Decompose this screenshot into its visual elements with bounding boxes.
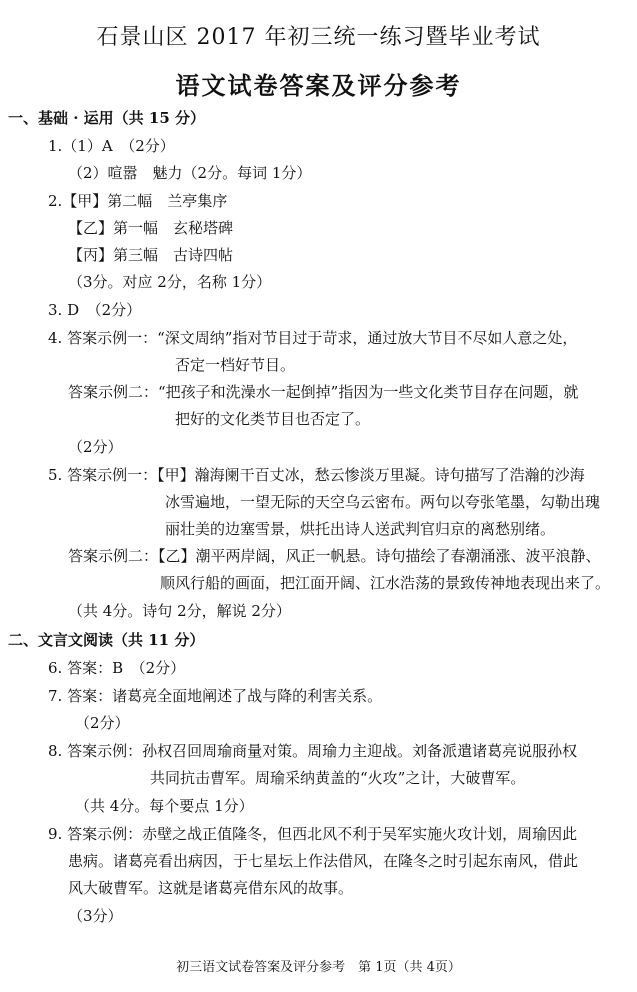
q9-line3: 风大破曹军。这就是诸葛亮借东风的故事。 (68, 879, 354, 897)
q2-score: （3分。对应 2分，名称 1分） (68, 273, 272, 291)
q9-score: （3分） (68, 907, 123, 925)
q9-line1: 9. 答案示例：赤壁之战正值隆冬，但西北风不利于吴军实施火攻计划，周瑜因此 (48, 825, 578, 843)
q1-part1: 1.（1）A （2分） (48, 137, 175, 155)
page-footer: 初三语文试卷答案及评分参考 第 1页（共 4页） (176, 960, 461, 975)
q3-answer: 3. D （2分） (48, 301, 142, 319)
q5-line2: 冰雪遍地，一望无际的天空乌云密布。两句以夸张笔墨，勾勒出瑰 (165, 493, 601, 511)
q5-line1: 5. 答案示例一：【甲】瀚海阑干百丈冰，愁云惨淡万里凝。诗句描写了浩瀚的沙海 (48, 466, 585, 484)
q4-score: （2分） (68, 438, 123, 456)
page-title: 石景山区 2017 年初三统一练习暨毕业考试 (96, 25, 541, 50)
q8-score: （共 4分。每个要点 1分） (75, 797, 254, 815)
q2-line2: 【乙】第一幅 玄秘塔碑 (68, 219, 234, 237)
section-heading-1: 一、基础 · 运用（共 15 分） (8, 109, 205, 127)
q5-line5: 顺风行船的画面，把江面开阔、江水浩荡的景致传神地表现出来了。 (160, 574, 611, 592)
q7-score: （2分） (75, 714, 130, 732)
q5-line3: 丽壮美的边塞雪景，烘托出诗人送武判官归京的离愁别绪。 (165, 520, 556, 538)
q4-line3: 答案示例二：“把孩子和洗澡水一起倒掉”指因为一些文化类节目存在问题，就 (68, 383, 579, 401)
q1-part2: （2）喧嚣 魅力（2分。每词 1分） (68, 164, 312, 182)
q7-line1: 7. 答案：诸葛亮全面地阐述了战与降的利害关系。 (48, 687, 383, 705)
q8-line1: 8. 答案示例：孙权召回周瑜商量对策。周瑜力主迎战。刘备派遣诸葛亮说服孙权 (48, 742, 578, 760)
q5-line4: 答案示例二：【乙】潮平两岸阔，风正一帆悬。诗句描绘了春潮涌涨、波平浪静、 (68, 547, 601, 565)
q4-line4: 把好的文化类节目也否定了。 (175, 410, 371, 428)
q5-score: （共 4分。诗句 2分，解说 2分） (68, 602, 291, 620)
q4-line2: 否定一档好节目。 (175, 356, 296, 374)
section-heading-2: 二、文言文阅读（共 11 分） (8, 631, 205, 649)
q9-line2: 患病。诸葛亮看出病因，于七星坛上作法借风，在隆冬之时引起东南风，借此 (68, 852, 579, 870)
q6-answer: 6. 答案：B （2分） (48, 659, 186, 677)
q4-line1: 4. 答案示例一：“深文周纳”指对节目过于苛求，通过放大节目不尽如人意之处， (48, 329, 578, 347)
page-subtitle: 语文试卷答案及评分参考 (175, 71, 462, 100)
q2-line1: 2.【甲】第二幅 兰亭集序 (48, 192, 228, 210)
q2-line3: 【丙】第三幅 古诗四帖 (68, 246, 234, 264)
q8-line2: 共同抗击曹军。周瑜采纳黄盖的“火攻”之计，大破曹军。 (150, 769, 526, 787)
